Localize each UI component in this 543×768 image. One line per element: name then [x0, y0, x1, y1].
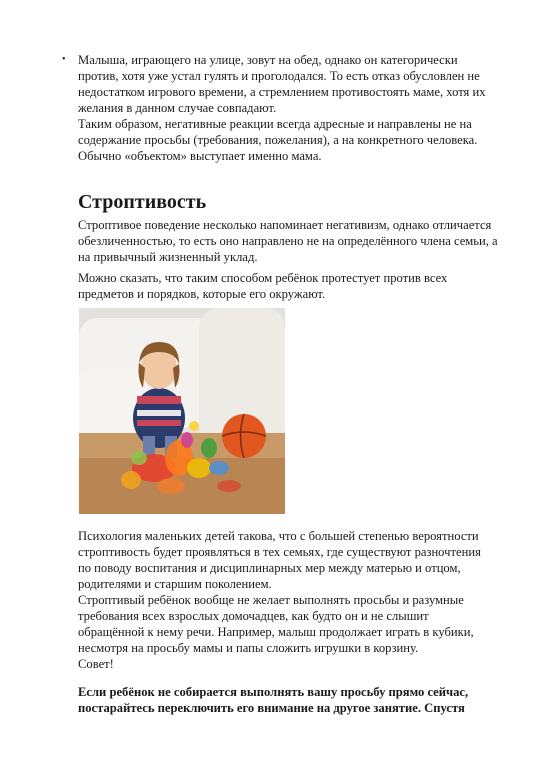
- text-line: содержание просьбы (требования, пожелания), а на конкретного человека.: [78, 133, 478, 147]
- text-line: требования всех взрослых домочадцев, как будто он и не слышит: [78, 609, 429, 623]
- advice-label: Совет!: [78, 657, 114, 671]
- text-line: Психология маленьких детей такова, что с большей степенью вероятности: [78, 529, 479, 543]
- child-photo: [79, 308, 285, 514]
- text-line: на привычный жизненный уклад.: [78, 250, 258, 264]
- text-line: Таким образом, негативные реакции всегда адресные и направлены не на: [78, 117, 472, 131]
- text-line: родителями и старшим поколением.: [78, 577, 272, 591]
- child-with-toys-image: [79, 308, 285, 514]
- text-line: Строптивое поведение несколько напоминает негативизм, однако отличается: [78, 218, 492, 232]
- text-line: Можно сказать, что таким способом ребёнок протестует против всех: [78, 271, 448, 285]
- advice-text: [78, 684, 508, 716]
- text-line: обезличенностью, то есть оно направлено не на определённого члена семьи, а: [78, 234, 498, 248]
- section-heading: Строптивость: [78, 191, 207, 213]
- paragraph-protest: [78, 270, 508, 302]
- text-line: Если ребёнок не собирается выполнять вашу просьбу прямо сейчас,: [78, 685, 469, 699]
- bullet-line: [60, 52, 500, 68]
- bullet-dot-icon: •: [62, 54, 66, 65]
- text-line: Строптивый ребёнок вообще не желает выполнять просьбы и разумные: [78, 593, 464, 607]
- text-line: постарайтесь переключить его внимание на другое занятие. Спустя: [78, 701, 465, 715]
- text-line: недостатком игрового времени, а стремлением противостоять маме, хотя их: [78, 85, 486, 99]
- text-line: несмотря на просьбу мамы и папы сложить игрушки в корзину.: [78, 641, 419, 655]
- text-line: Малыша, играющего на улице, зовут на обед, однако он категорически: [78, 53, 458, 67]
- text-line: по поводу воспитания и дисциплинарных мер между матерью и отцом,: [78, 561, 461, 575]
- text-line: предметов и порядков, которые его окружают.: [78, 287, 326, 301]
- text-line: желания в данном случае совпадают.: [78, 101, 277, 115]
- bullet-paragraph: [60, 52, 500, 164]
- text-line: строптивость будет проявляться в тех семьях, где существуют разночтения: [78, 545, 481, 559]
- text-line: обращённой к нему речи. Например, малыш продолжает играть в кубики,: [78, 625, 474, 639]
- text-line: Обычно «объектом» выступает именно мама.: [78, 149, 322, 163]
- text-line: против, хотя уже устал гулять и проголодался. То есть отказ обусловлен не: [78, 69, 480, 83]
- paragraph-intro: [78, 217, 508, 265]
- paragraph-psychology: [78, 528, 508, 656]
